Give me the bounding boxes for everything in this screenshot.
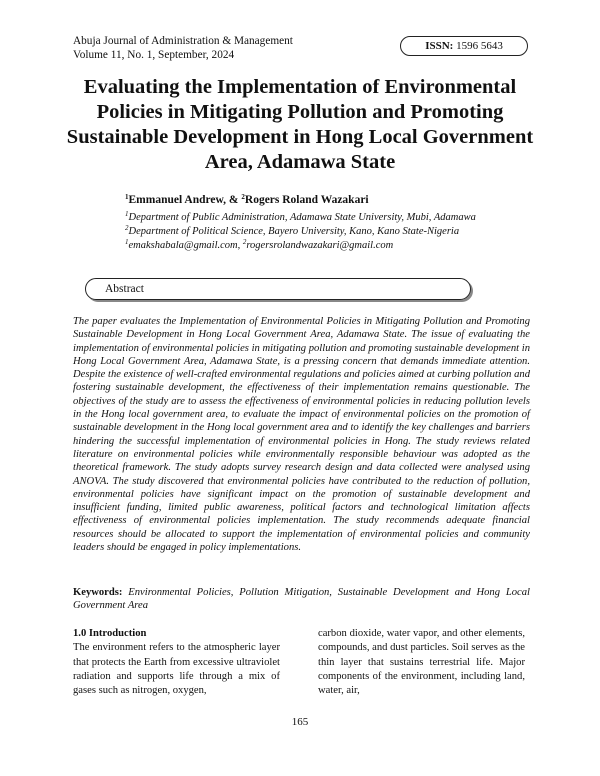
- author-line: [125, 194, 369, 206]
- abstract-heading: Abstract: [105, 283, 144, 295]
- issn-value: 1596 5643: [456, 40, 503, 52]
- author2-superscript: 2: [241, 193, 245, 201]
- email-2: rogersrolandwazakari@gmail.com: [246, 240, 394, 251]
- affiliation-2-text: Department of Political Science, Bayero University, Kano, Kano State-Nigeria: [128, 226, 460, 237]
- email-2-superscript: 2: [242, 238, 247, 246]
- email-1-superscript: 1: [125, 238, 129, 246]
- intro-right-column: [318, 627, 525, 698]
- affiliation-1: [125, 211, 476, 225]
- affiliation-1-superscript: 1: [125, 210, 129, 218]
- author-emails: [125, 239, 393, 253]
- section-heading-introduction: 1.0 Introduction: [73, 628, 147, 639]
- journal-volume: Volume 11, No. 1, September, 2024: [73, 49, 235, 61]
- page-number: 165: [291, 716, 309, 728]
- author1-name: Emmanuel Andrew, &: [128, 194, 242, 206]
- abstract-heading-box: [85, 278, 471, 300]
- abstract-text: The paper evaluates the Implementation of Environmental Policies in Mitigating Pollution and Promoting Sustainable Development in Hong Local Government Area, Adamawa State. The issue of evaluating the implementation of environmental policies in mitigating pollution and promoting sustainable development in Hong Local Government Area, Adamawa State, is a pressing concern that demands immediate attention. Despite the existence of well-crafted environmental regulations and policies aimed at curbing pollution and fostering sustainable development, the effectiveness of their implementation remains questionable. The objectives of the study are to assess the effectiveness of environmental policies in reducing pollution levels in the Hong local government area, to evaluate the impact of environmental policies on the promotion of sustainable development in the Hong local government area and to identify the key challenges and barriers hindering the successful implementation of environmental policies in Hong. The study reviews related literature on environmental policies while environmentally responsible behaviour was adopted as the theoretical framework. The study adopts survey research design and data collected were analysed using ANOVA. The study discovered that environmental policies have contributed to the reduction of pollution, environmental policies have significant impact on the promotion of sustainable development and insufficient funding, limited public awareness, political factors and technological limitation affects effectiveness of environmental policies implementation. The study recommends adequate financial resources should be allocated to support the implementation of environmental policies and community leaders should be engaged in policy implementations.: [73, 316, 530, 554]
- journal-name: Abuja Journal of Administration & Management: [73, 35, 293, 47]
- author2-name: Rogers Roland Wazakari: [244, 194, 369, 206]
- keywords-label: Keywords:: [73, 587, 123, 598]
- keywords-text: Environmental Policies, Pollution Mitigation, Sustainable Development and Hong Local Government Area: [73, 587, 530, 612]
- intro-paragraph-right: carbon dioxide, water vapor, and other elements, compounds, and dust particles. Soil serves as the thin layer that sustains terrestrial life. Major components of the environment, including land, water, air,: [318, 628, 525, 697]
- intro-left-column: [73, 627, 280, 698]
- intro-paragraph-left: The environment refers to the atmospheric layer that protects the Earth from excessive ultraviolet radiation and supports life through a mix of gases such as nitrogen, oxygen,: [73, 642, 280, 697]
- affiliation-1-text: Department of Public Administration, Adamawa State University, Mubi, Adamawa: [128, 212, 476, 223]
- paper-title: Evaluating the Implementation of Environmental Policies in Mitigating Pollution and Promoting Sustainable Development in Hong Local Government Area, Adamawa State: [66, 76, 534, 173]
- journal-header: [73, 34, 293, 62]
- email-1: emakshabala@gmail.com,: [128, 240, 243, 251]
- issn-badge: [400, 36, 528, 56]
- affiliation-2-superscript: 2: [125, 224, 129, 232]
- keywords: [73, 586, 530, 613]
- affiliation-2: [125, 225, 459, 239]
- author1-superscript: 1: [125, 193, 129, 201]
- issn-label: ISSN:: [425, 40, 454, 52]
